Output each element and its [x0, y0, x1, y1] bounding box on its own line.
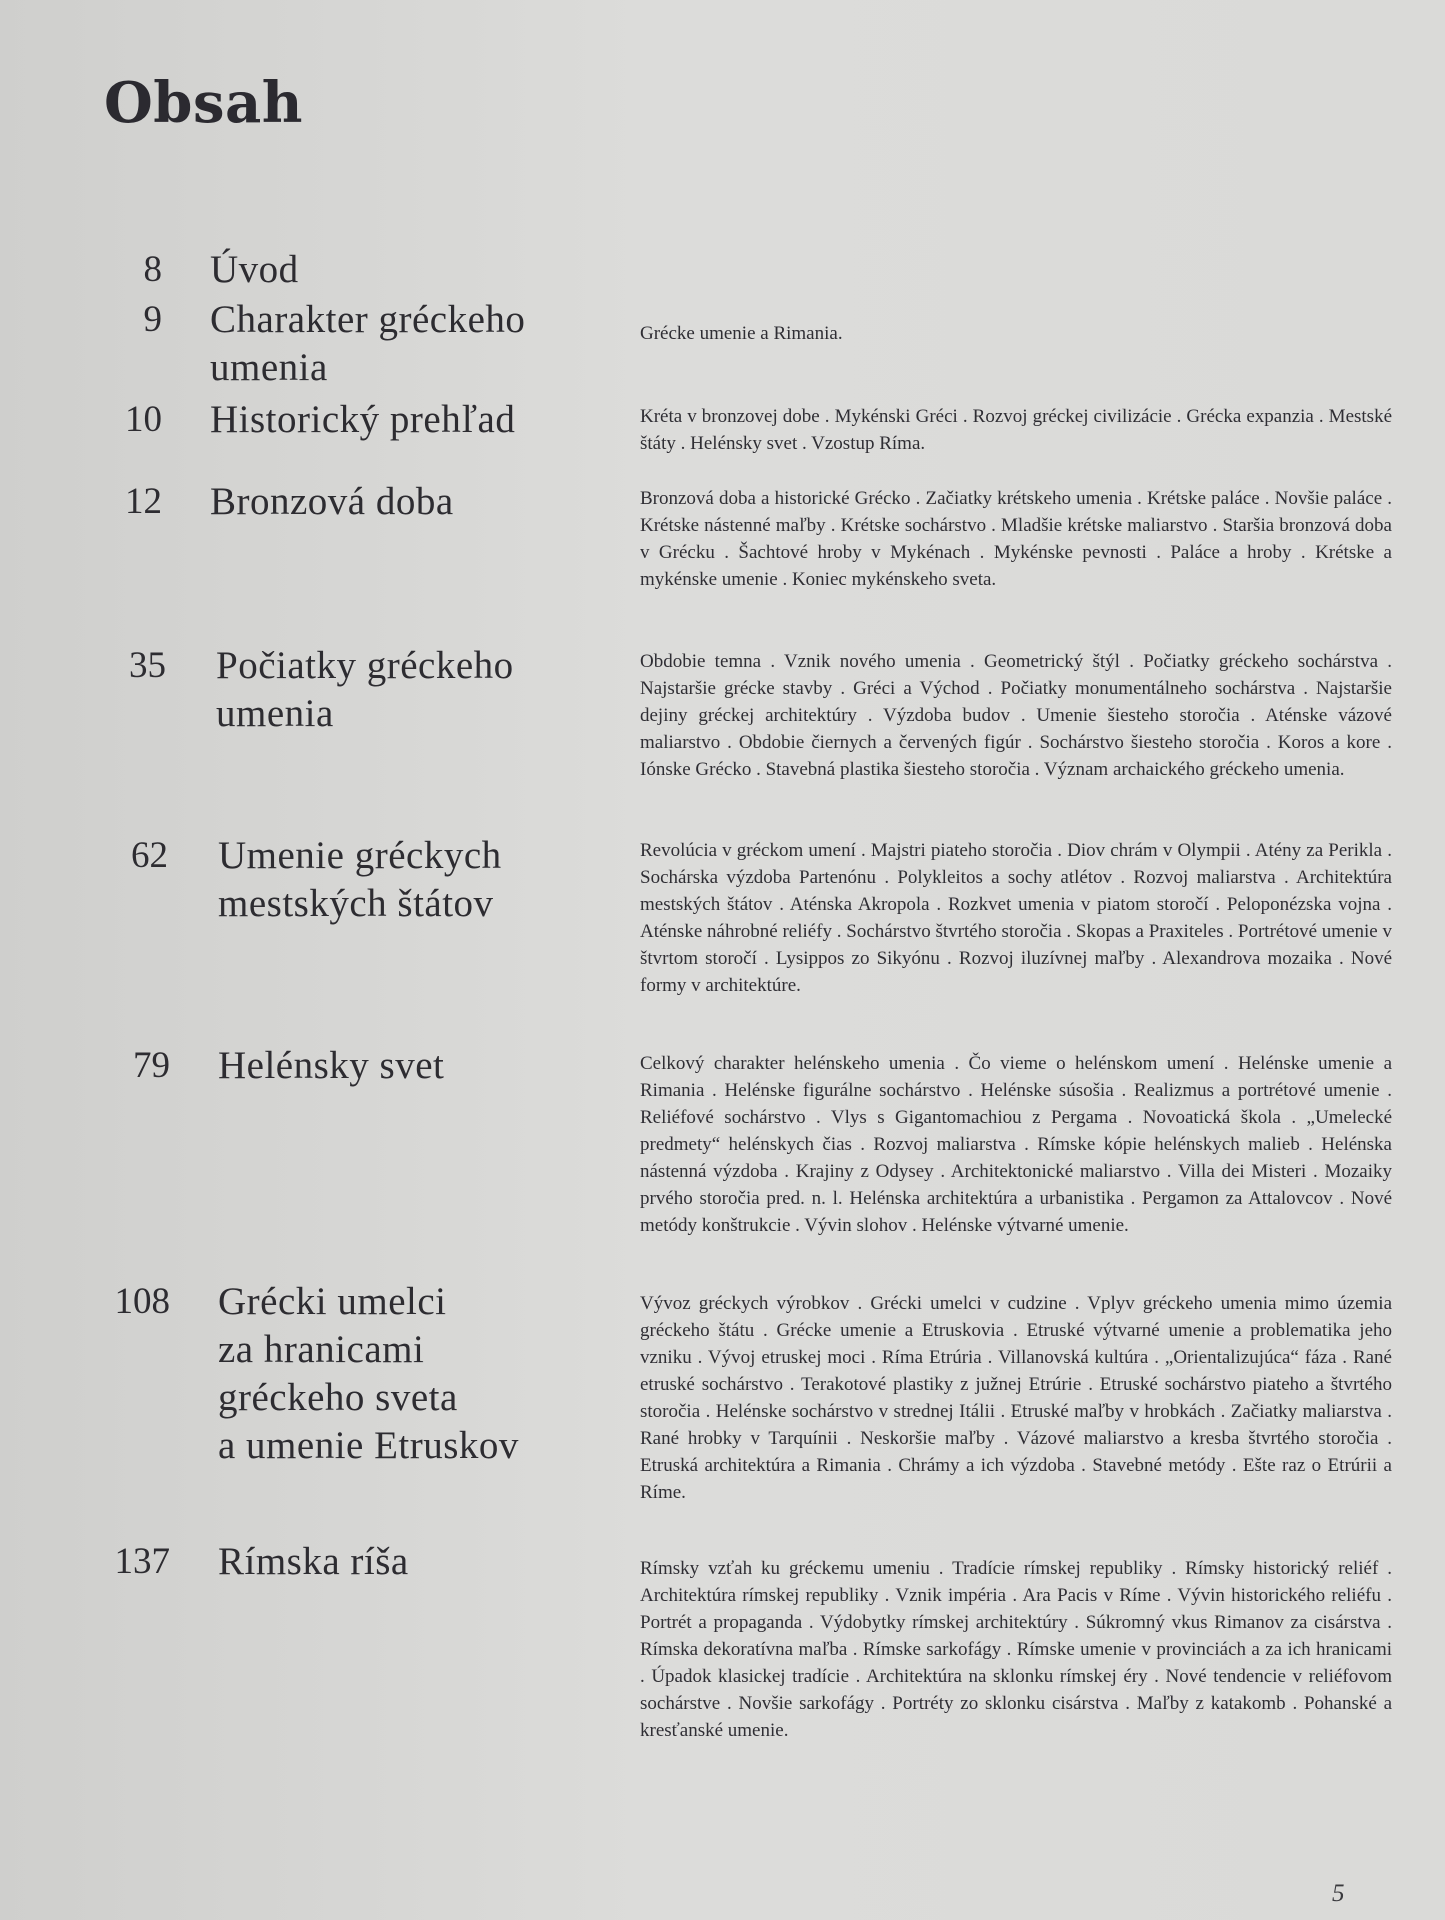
entry-chapter-title: Úvod	[210, 248, 299, 291]
entry-page-number: 10	[125, 399, 162, 440]
entry-topics: Revolúcia v gréckom umení . Majstri piateho storočia . Diov chrám v Olympii . Atény za Perikla . Sochárska výzdoba Partenónu . Polykleitos a sochy atlétov . Rozvoj maliarstva . Architektúra mestských štátov . Aténska Akropola . Rozkvet umenia v piatom storočí . Peloponézska vojna . Aténske náhrobné reliéfy . Sochárstvo štvrtého storočia . Skopas a Praxiteles . Portrétové umenie v štvrtom storočí . Lysippos zo Sikyónu . Rozvoj iluzívnej maľby . Alexandrova mozaika . Nové formy v architektúre.	[640, 840, 1392, 996]
entry-page-number: 12	[125, 481, 162, 522]
entry-topics: Kréta v bronzovej dobe . Mykénski Gréci . Rozvoj gréckej civilizácie . Grécka expanzia . Mestské štáty . Helénsky svet . Vzostup Ríma.	[640, 406, 1392, 454]
entry-chapter-title: Umenie gréckych mestských štátov	[218, 834, 502, 925]
entry-topics: Vývoz gréckych výrobkov . Grécki umelci v cudzine . Vplyv gréckeho umenia mimo územia gréckeho štátu . Grécke umenie a Etruskovia . Etruské výtvarné umenie a problematika jeho vzniku . Vývoj etruskej moci . Ríma Etrúria . Villanovská kultúra . „Orientalizujúca“ fáza . Rané etruské sochárstvo . Terakotové plastiky z južnej Etrúrie . Etruské sochárstvo piateho a štvrtého storočia . Helénske sochárstvo v strednej Itálii . Etruské maľby v hrobkách . Začiatky maliarstva . Rané hrobky v Tarquínii . Neskoršie maľby . Vázové maliarstvo a kresba štvrtého storočia . Etruská architektúra a Rimania . Chrámy a ich výzdoba . Stavebné metódy . Ešte raz o Etrúrii a Ríme.	[640, 1293, 1392, 1503]
entry-chapter-title: Bronzová doba	[210, 480, 454, 523]
entry-page-number: 62	[131, 835, 168, 876]
entry-chapter-title: Historický prehľad	[210, 398, 516, 441]
entry-page-number: 108	[114, 1281, 170, 1322]
entry-topics: Obdobie temna . Vznik nového umenia . Geometrický štýl . Počiatky gréckeho sochárstva . Najstaršie grécke stavby . Gréci a Východ . Počiatky monumentálneho sochárstva . Najstaršie dejiny gréckej architektúry . Výzdoba budov . Umenie šiesteho storočia . Aténske vázové maliarstvo . Obdobie čiernych a červených figúr . Sochárstvo šiesteho storočia . Koros a kore . Iónske Grécko . Stavebná plastika šiesteho storočia . Význam archaického gréckeho umenia.	[640, 651, 1392, 780]
entry-page-number: 137	[114, 1541, 170, 1582]
entry-page-number: 8	[143, 249, 162, 290]
entry-topics: Bronzová doba a historické Grécko . Začiatky krétskeho umenia . Krétske paláce . Novšie paláce . Krétske nástenné maľby . Krétske sochárstvo . Mladšie krétske maliarstvo . Staršia bronzová doba v Grécku . Šachtové hroby v Mykénach . Mykénske pevnosti . Paláce a hroby . Krétske a mykénske umenie . Koniec mykénskeho sveta.	[640, 488, 1392, 590]
entry-chapter-title: Helénsky svet	[218, 1044, 445, 1087]
entry-page-number: 35	[129, 645, 166, 686]
page-title: Obsah	[104, 70, 303, 136]
entry-topics: Rímsky vzťah ku gréckemu umeniu . Tradície rímskej republiky . Rímsky historický reliéf . Architektúra rímskej republiky . Vznik impéria . Ara Pacis v Ríme . Vývin historického reliéfu . Portrét a propaganda . Výdobytky rímskej architektúry . Súkromný vkus Rimanov za cisárstva . Rímska dekoratívna maľba . Rímske sarkofágy . Rímske umenie v provinciách a za ich hranicami . Úpadok klasickej tradície . Architektúra na sklonku rímskej éry . Nové tendencie v reliéfovom sochárstve . Novšie sarkofágy . Portréty zo sklonku cisárstva . Maľby z katakomb . Pohanské a kresťanské umenie.	[640, 1558, 1392, 1741]
entry-topics: Grécke umenie a Rimania.	[640, 323, 843, 344]
entry-page-number: 79	[133, 1045, 170, 1086]
entry-page-number: 9	[143, 299, 162, 340]
entry-chapter-title: Počiatky gréckeho umenia	[216, 644, 514, 735]
page-number: 5	[1332, 1880, 1345, 1907]
entry-chapter-title: Grécki umelci za hranicami gréckeho sveta a umenie Etruskov	[218, 1280, 519, 1467]
entry-topics: Celkový charakter helénskeho umenia . Čo vieme o helénskom umení . Helénske umenie a Rimania . Helénske figurálne sochárstvo . Helénske súsošia . Realizmus a portrétové umenie . Reliéfové sochárstvo . Vlys s Gigantomachiou z Pergama . Novoatická škola . „Umelecké predmety“ helénskych čias . Rozvoj maliarstva . Rímske kópie helénskych malieb . Helénska nástenná výzdoba . Krajiny z Odysey . Architektonické maliarstvo . Villa dei Misteri . Mozaiky prvého storočia pred. n. l. Helénska architektúra a urbanistika . Pergamon za Attalovcov . Nové metódy konštrukcie . Vývin slohov . Helénske výtvarné umenie.	[640, 1053, 1392, 1236]
entry-chapter-title: Charakter gréckeho umenia	[210, 298, 526, 389]
entry-chapter-title: Rímska ríša	[218, 1540, 409, 1583]
